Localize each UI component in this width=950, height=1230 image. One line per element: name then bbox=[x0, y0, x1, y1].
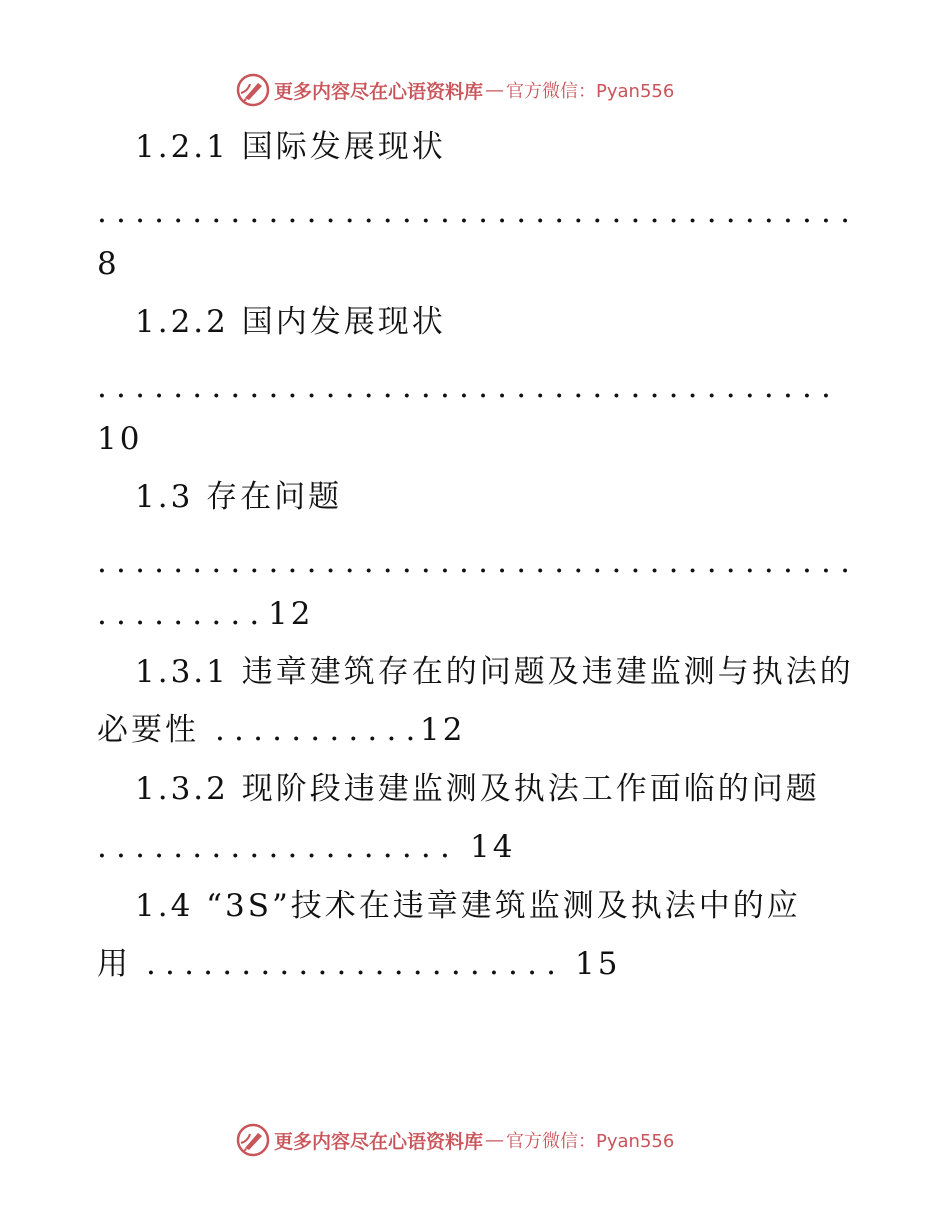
toc-page-number: 10 bbox=[97, 421, 143, 457]
toc-page-number: 12 bbox=[268, 596, 314, 632]
footer-watermark bbox=[236, 1122, 674, 1158]
toc-leader-dots: ...................... bbox=[146, 946, 566, 982]
watermark-title: 更多内容尽在心语资料库 bbox=[274, 80, 484, 103]
watermark-title: 更多内容尽在心语资料库 bbox=[274, 1130, 484, 1153]
watermark-contact: 官方微信：Pyan556 bbox=[506, 1131, 675, 1152]
toc-page-number: 8 bbox=[97, 246, 120, 282]
toc-entry-label-continued: 用 bbox=[97, 946, 131, 982]
toc-entry-label-continued: 必要性 bbox=[97, 712, 199, 748]
watermark-contact: 官方微信：Pyan556 bbox=[506, 81, 675, 102]
header-watermark bbox=[236, 72, 674, 108]
toc-leader-dots: ....................................... bbox=[97, 369, 841, 405]
toc-page-number: 14 bbox=[470, 829, 516, 865]
watermark-dash: — bbox=[485, 1129, 505, 1151]
toc-entry-label: 1.2.1 国际发展现状 bbox=[135, 129, 446, 165]
toc-page-number: 12 bbox=[420, 712, 466, 748]
toc-entry-label: 1.2.2 国内发展现状 bbox=[135, 304, 446, 340]
toc-leader-dots-continued: ......... bbox=[97, 596, 269, 632]
toc-leader-dots: ........... bbox=[215, 712, 425, 748]
toc-leader-dots: ........................................ bbox=[97, 194, 860, 230]
watermark-dash: — bbox=[485, 79, 505, 101]
toc-entry-label: 1.3 存在问题 bbox=[135, 479, 343, 515]
pen-logo-icon bbox=[236, 1123, 270, 1157]
toc-leader-dots: ........................................ bbox=[97, 544, 860, 580]
toc-page-number: 15 bbox=[575, 946, 621, 982]
pen-logo-icon bbox=[236, 73, 270, 107]
toc-entry-label: 1.3.1 违章建筑存在的问题及违建监测与执法的 bbox=[135, 654, 854, 690]
toc-entry-label: 1.4 “3S”技术在违章建筑监测及执法中的应 bbox=[135, 888, 801, 924]
toc-entry-label: 1.3.2 现阶段违建监测及执法工作面临的问题 bbox=[135, 771, 820, 807]
toc-leader-dots: ................... bbox=[97, 829, 460, 865]
